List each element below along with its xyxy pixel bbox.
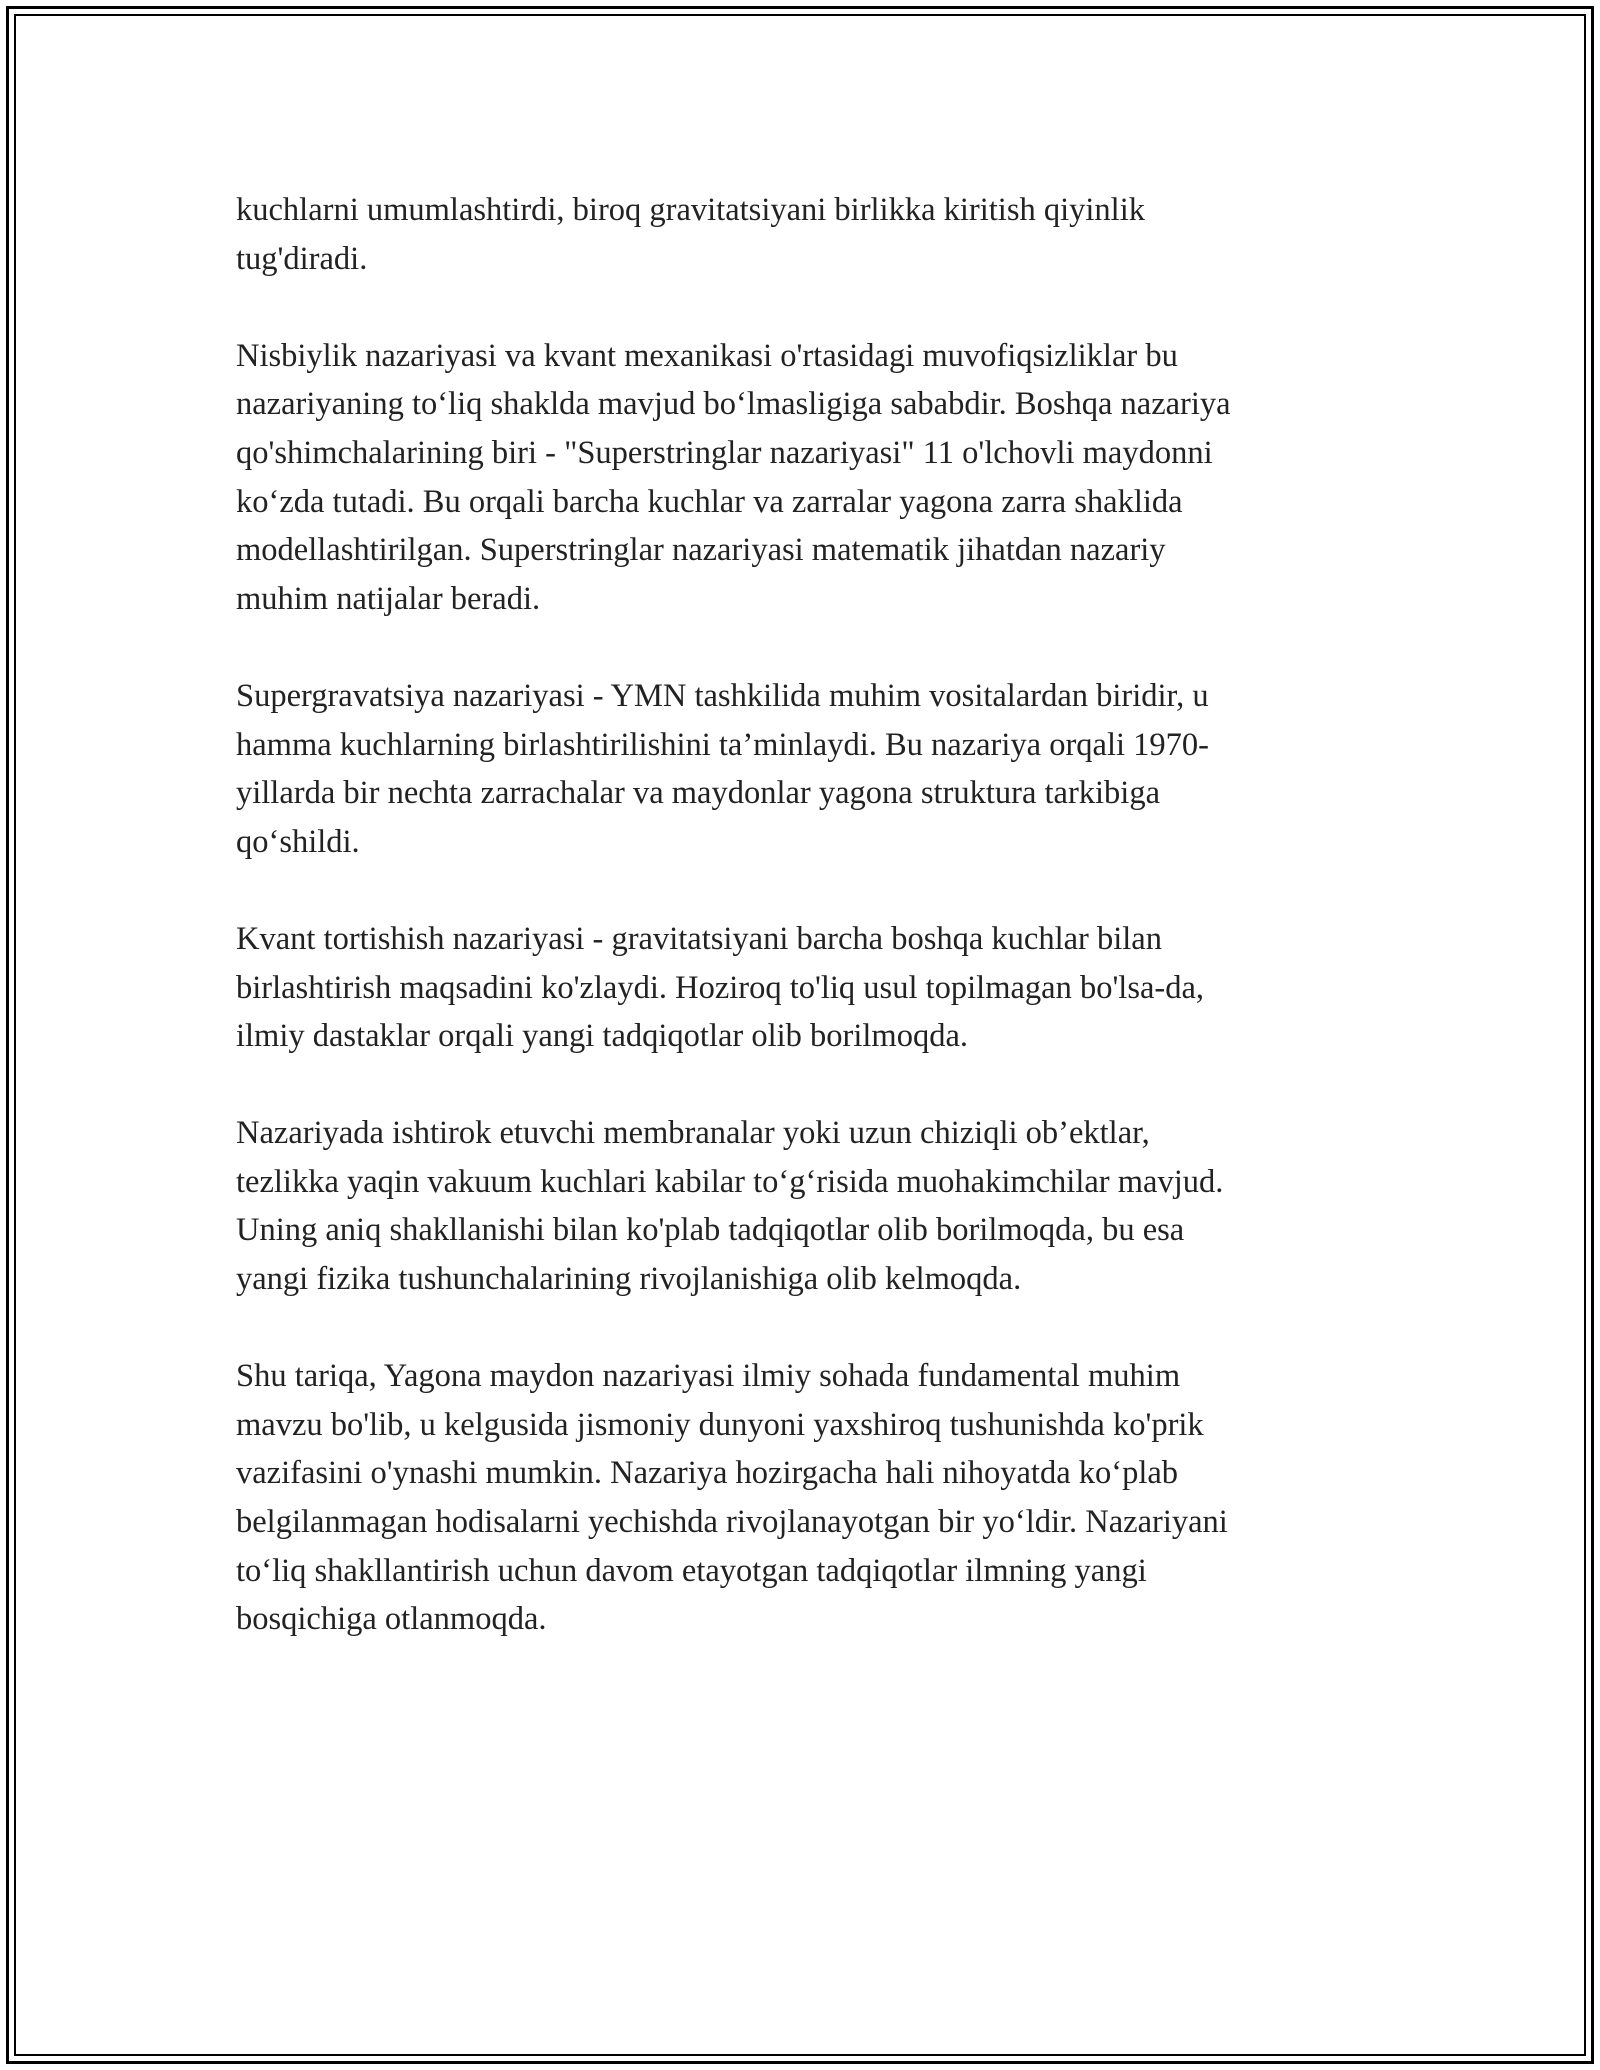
text-line: belgilanmagan hodisalarni yechishda rivojlanayotgan bir yo‘ldir. Nazariyani [236, 1504, 1228, 1541]
text-line: nazariyaning to‘liq shaklda mavjud bo‘lmasligiga sababdir. Boshqa nazariya [236, 386, 1231, 423]
text-line: yangi fizika tushunchalarining rivojlanishiga olib kelmoqda. [236, 1261, 1022, 1298]
paragraph-2 [236, 332, 1386, 624]
text-line: yillarda bir nechta zarrachalar va maydonlar yagona struktura tarkibiga [236, 775, 1161, 812]
text-line: qo‘shildi. [236, 823, 360, 860]
text-line: birlashtirish maqsadini ko'zlaydi. Hoziroq to'liq usul topilmagan bo'lsa-da, [236, 969, 1205, 1006]
text-line: to‘liq shakllantirish uchun davom etayotgan tadqiqotlar ilmning yangi [236, 1552, 1147, 1589]
text-line: ko‘zda tutadi. Bu orqali barcha kuchlar va zarralar yagona zarra shaklida [236, 483, 1183, 520]
text-line: mavzu bo'lib, u kelgusida jismoniy dunyoni yaxshiroq tushunishda ko'prik [236, 1406, 1204, 1443]
text-line: hamma kuchlarning birlashtirilishini ta’minlaydi. Bu nazariya orqali 1970- [236, 726, 1209, 763]
paragraph-6 [236, 1352, 1386, 1644]
text-line: Kvant tortishish nazariyasi - gravitatsiyani barcha boshqa kuchlar bilan [236, 920, 1162, 957]
text-line: Shu tariqa, Yagona maydon nazariyasi ilmiy sohada fundamental muhim [236, 1358, 1181, 1395]
text-line: muhim natijalar beradi. [236, 580, 541, 617]
text-line: Supergravatsiya nazariyasi - YMN tashkilida muhim vositalardan biridir, u [236, 677, 1209, 714]
paragraph-3 [236, 672, 1386, 866]
paragraph-5 [236, 1109, 1386, 1303]
paragraph-1 [236, 186, 1386, 283]
text-line: tug'diradi. [236, 240, 368, 277]
text-line: Nazariyada ishtirok etuvchi membranalar yoki uzun chiziqli ob’ektlar, [236, 1115, 1150, 1152]
document-body [236, 186, 1386, 1692]
text-line: vazifasini o'ynashi mumkin. Nazariya hozirgacha hali nihoyatda ko‘plab [236, 1455, 1179, 1492]
text-line: Uning aniq shakllanishi bilan ko'plab tadqiqotlar olib borilmoqda, bu esa [236, 1212, 1185, 1249]
text-line: tezlikka yaqin vakuum kuchlari kabilar to‘g‘risida muohakimchilar mavjud. [236, 1163, 1224, 1200]
text-line: kuchlarni umumlashtirdi, biroq gravitatsiyani birlikka kiritish qiyinlik [236, 192, 1145, 228]
text-line: bosqichiga otlanmoqda. [236, 1601, 547, 1638]
paragraph-4 [236, 915, 1386, 1061]
text-line: ilmiy dastaklar orqali yangi tadqiqotlar olib borilmoqda. [236, 1018, 968, 1055]
text-line: Nisbiylik nazariyasi va kvant mexanikasi o'rtasidagi muvofiqsizliklar bu [236, 337, 1178, 374]
text-line: modellashtirilgan. Superstringlar nazariyasi matematik jihatdan nazariy [236, 532, 1166, 569]
text-line: qo'shimchalarining biri - "Superstringlar nazariyasi" 11 o'lchovli maydonni [236, 434, 1213, 471]
